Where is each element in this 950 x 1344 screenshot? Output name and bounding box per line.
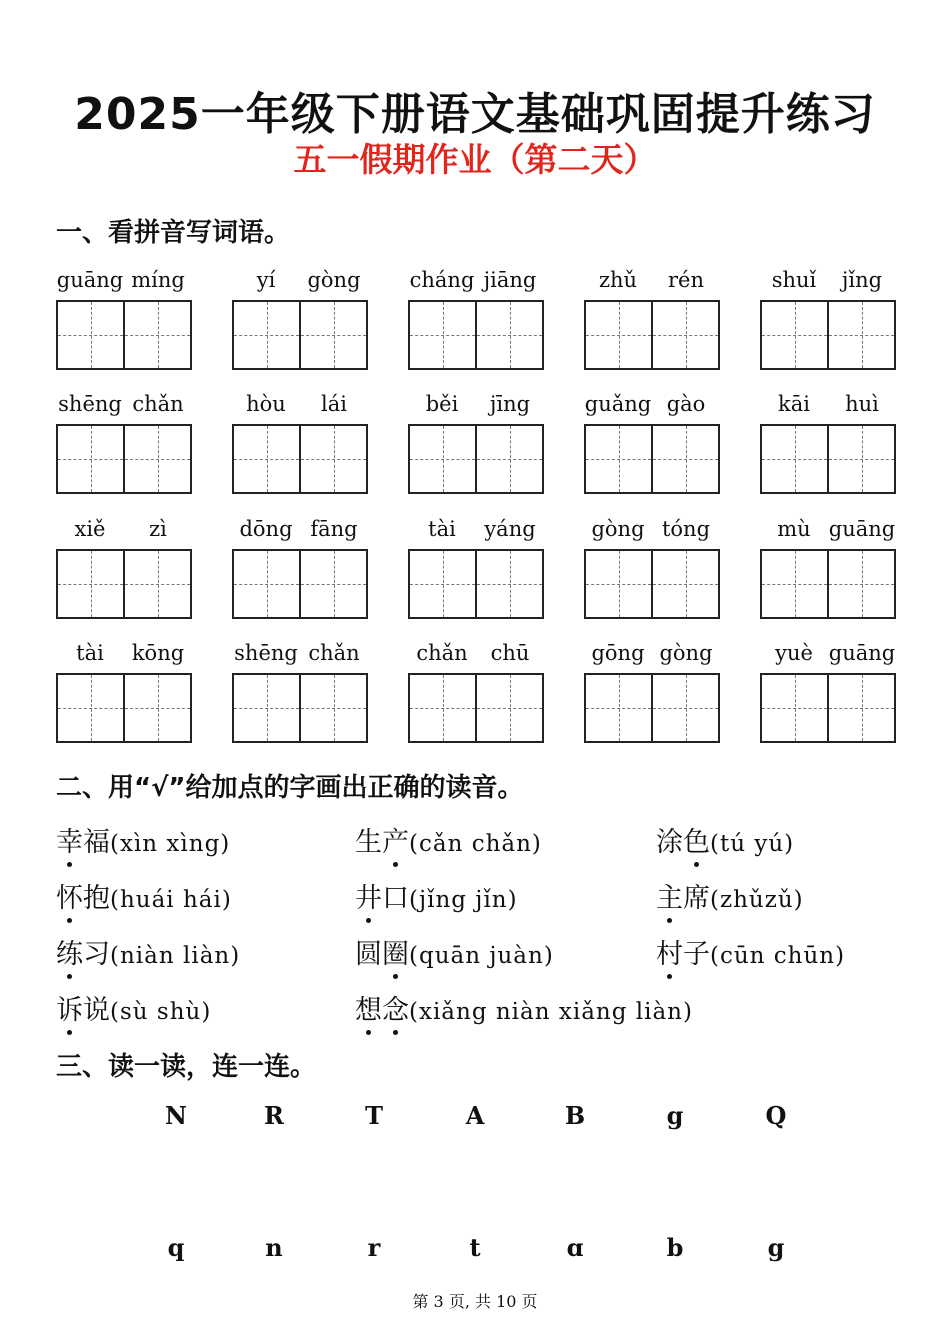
tian-grid-pair: [760, 549, 896, 619]
tian-grid-box[interactable]: [653, 424, 720, 494]
pronunciation-item: [355, 932, 554, 971]
word-char: 抱: [83, 883, 110, 914]
tian-grid-box[interactable]: [760, 549, 829, 619]
pinyin-syllable: kāi: [778, 392, 810, 416]
pinyin-options[interactable]: (sù shù): [110, 999, 212, 1025]
pinyin-syllable: tài: [76, 641, 104, 665]
pinyin-options[interactable]: (niàn liàn): [110, 943, 241, 969]
dotted-char: 念: [382, 988, 409, 1027]
tian-grid-box[interactable]: [653, 549, 720, 619]
pinyin-label: [408, 392, 544, 422]
pronunciation-item: [355, 988, 693, 1027]
word-item: [232, 641, 368, 743]
pinyin-syllable: chū: [490, 641, 530, 665]
tian-grid-pair: [56, 300, 192, 370]
tian-grid-box[interactable]: [301, 300, 368, 370]
pinyin-syllable: míng: [131, 268, 185, 292]
word-item: [760, 641, 896, 743]
word-char: 圆: [355, 939, 382, 970]
tian-grid-box[interactable]: [125, 300, 192, 370]
tian-grid-box[interactable]: [829, 673, 896, 743]
tian-grid-box[interactable]: [301, 549, 368, 619]
uppercase-letter[interactable]: g: [666, 1101, 684, 1130]
tian-grid-box[interactable]: [56, 424, 125, 494]
tian-grid-pair: [408, 673, 544, 743]
tian-grid-box[interactable]: [56, 549, 125, 619]
pinyin-options[interactable]: (cūn chūn): [710, 943, 846, 969]
word-item: [408, 268, 544, 370]
pinyin-syllable: yuè: [775, 641, 813, 665]
pinyin-options[interactable]: (cǎn chǎn): [409, 831, 542, 857]
pinyin-label: [584, 268, 720, 298]
word-item: [584, 517, 720, 619]
pinyin-label: [232, 268, 368, 298]
word-char: 口: [382, 883, 409, 914]
pinyin-syllable: chǎn: [132, 392, 184, 416]
tian-grid-box[interactable]: [477, 424, 544, 494]
tian-grid-box[interactable]: [232, 673, 301, 743]
pinyin-syllable: běi: [425, 392, 459, 416]
tian-grid-pair: [408, 300, 544, 370]
pinyin-syllable: mù: [777, 517, 811, 541]
tian-grid-box[interactable]: [760, 424, 829, 494]
word-char: 福: [83, 827, 110, 858]
pronunciation-item: [355, 820, 542, 859]
dotted-char: 幸: [56, 820, 83, 859]
pinyin-syllable: shēng: [58, 392, 122, 416]
pinyin-syllable: zì: [149, 517, 167, 541]
word-item: [584, 392, 720, 494]
pinyin-syllable: tóng: [661, 517, 711, 541]
pinyin-label: [56, 641, 192, 671]
dotted-char: 村: [656, 932, 683, 971]
dotted-char: 井: [355, 876, 382, 915]
tian-grid-pair: [56, 549, 192, 619]
pinyin-label: [232, 517, 368, 547]
pronunciation-item: [656, 820, 794, 859]
tian-grid-box[interactable]: [829, 424, 896, 494]
tian-grid-box[interactable]: [408, 549, 477, 619]
uppercase-letter[interactable]: A: [465, 1101, 485, 1130]
pinyin-label: [584, 517, 720, 547]
uppercase-letter[interactable]: T: [365, 1101, 383, 1130]
word-item: [56, 268, 192, 370]
pinyin-label: [56, 517, 192, 547]
tian-grid-pair: [760, 424, 896, 494]
pinyin-options[interactable]: (xiǎng niàn xiǎng liàn): [409, 999, 693, 1025]
pinyin-label: [408, 517, 544, 547]
pinyin-syllable: rén: [668, 268, 704, 292]
pinyin-syllable: jǐng: [841, 268, 883, 292]
word-char: 涂: [656, 827, 683, 858]
tian-grid-box[interactable]: [477, 673, 544, 743]
pinyin-syllable: guāng: [56, 268, 124, 292]
tian-grid-box[interactable]: [56, 300, 125, 370]
tian-grid-box[interactable]: [477, 549, 544, 619]
pronunciation-item: [355, 876, 518, 915]
pinyin-syllable: chǎn: [308, 641, 360, 665]
pronunciation-item: [56, 876, 232, 915]
tian-grid-box[interactable]: [829, 549, 896, 619]
lowercase-letter[interactable]: ɑ: [566, 1233, 584, 1262]
dotted-char: 主: [656, 876, 683, 915]
tian-grid-box[interactable]: [232, 300, 301, 370]
word-item: [56, 517, 192, 619]
word-item: [408, 641, 544, 743]
pinyin-label: [760, 268, 896, 298]
pronunciation-item: [656, 876, 804, 915]
word-item: [232, 392, 368, 494]
word-item: [760, 392, 896, 494]
word-item: [408, 517, 544, 619]
tian-grid-box[interactable]: [301, 673, 368, 743]
pinyin-label: [584, 392, 720, 422]
tian-grid-box[interactable]: [477, 300, 544, 370]
pinyin-syllable: huì: [845, 392, 879, 416]
word-char: 习: [83, 939, 110, 970]
uppercase-letter[interactable]: N: [165, 1101, 187, 1130]
pinyin-label: [584, 641, 720, 671]
pinyin-syllable: zhǔ: [598, 268, 638, 292]
pinyin-syllable: guāng: [828, 641, 896, 665]
pinyin-label: [56, 392, 192, 422]
pinyin-options[interactable]: (zhǔzǔ): [710, 887, 804, 913]
tian-grid-pair: [408, 549, 544, 619]
tian-grid-pair: [232, 549, 368, 619]
pinyin-label: [760, 641, 896, 671]
pinyin-syllable: yí: [256, 268, 276, 292]
tian-grid-pair: [584, 424, 720, 494]
word-item: [232, 517, 368, 619]
uppercase-letter[interactable]: Q: [765, 1101, 787, 1130]
pronunciation-item: [56, 988, 211, 1027]
pronunciation-item: [656, 932, 845, 971]
word-item: [584, 641, 720, 743]
word-char: 生: [355, 827, 382, 858]
pinyin-syllable: gòng: [591, 517, 645, 541]
uppercase-letter[interactable]: B: [564, 1101, 586, 1130]
tian-grid-box[interactable]: [584, 424, 653, 494]
pinyin-label: [232, 641, 368, 671]
word-item: [760, 517, 896, 619]
tian-grid-box[interactable]: [584, 549, 653, 619]
tian-grid-box[interactable]: [125, 549, 192, 619]
tian-grid-pair: [56, 424, 192, 494]
pinyin-syllable: yáng: [484, 517, 536, 541]
pinyin-syllable: chǎn: [416, 641, 468, 665]
tian-grid-pair: [232, 424, 368, 494]
pinyin-options[interactable]: (tú yú): [710, 831, 795, 857]
pinyin-label: [408, 641, 544, 671]
section1-heading: 一、看拼音写词语。: [56, 218, 291, 248]
dotted-char: 诉: [56, 988, 83, 1027]
pinyin-syllable: dōng: [239, 517, 293, 541]
pinyin-syllable: gōng: [591, 641, 645, 665]
tian-grid-box[interactable]: [56, 673, 125, 743]
pinyin-syllable: hòu: [246, 392, 286, 416]
tian-grid-pair: [760, 300, 896, 370]
tian-grid-box[interactable]: [653, 673, 720, 743]
pinyin-label: [760, 517, 896, 547]
word-item: [760, 268, 896, 370]
uppercase-letter[interactable]: R: [264, 1101, 284, 1130]
section3-heading: 三、读一读，连一连。: [56, 1052, 317, 1082]
tian-grid-box[interactable]: [829, 300, 896, 370]
tian-grid-box[interactable]: [408, 300, 477, 370]
tian-grid-box[interactable]: [232, 424, 301, 494]
word-item: [232, 268, 368, 370]
pinyin-syllable: shuǐ: [771, 268, 817, 292]
pinyin-syllable: jiāng: [483, 268, 537, 292]
tian-grid-box[interactable]: [760, 673, 829, 743]
word-char: 子: [683, 939, 710, 970]
dotted-char: 想: [355, 988, 382, 1027]
tian-grid-pair: [760, 673, 896, 743]
pinyin-label: [232, 392, 368, 422]
tian-grid-pair: [408, 424, 544, 494]
pinyin-options[interactable]: (quān juàn): [409, 943, 554, 969]
pinyin-options[interactable]: (huái hái): [110, 887, 232, 913]
lowercase-letter[interactable]: r: [367, 1233, 381, 1262]
pinyin-syllable: lái: [321, 392, 347, 416]
pinyin-syllable: xiě: [74, 517, 106, 541]
tian-grid-box[interactable]: [584, 673, 653, 743]
tian-grid-box[interactable]: [760, 300, 829, 370]
page-title: 2025一年级下册语文基础巩固提升练习: [74, 89, 876, 140]
pronunciation-item: [56, 932, 240, 971]
word-char: 说: [83, 995, 110, 1026]
tian-grid-box[interactable]: [653, 300, 720, 370]
pinyin-label: [56, 268, 192, 298]
tian-grid-box[interactable]: [125, 424, 192, 494]
pinyin-syllable: guāng: [828, 517, 896, 541]
tian-grid-pair: [56, 673, 192, 743]
pinyin-label: [760, 392, 896, 422]
dotted-char: 圈: [382, 932, 409, 971]
dotted-char: 练: [56, 932, 83, 971]
dotted-char: 产: [382, 820, 409, 859]
tian-grid-box[interactable]: [584, 300, 653, 370]
pinyin-syllable: gòng: [659, 641, 713, 665]
tian-grid-pair: [232, 673, 368, 743]
tian-grid-box[interactable]: [408, 424, 477, 494]
pinyin-syllable: fāng: [310, 517, 358, 541]
tian-grid-box[interactable]: [125, 673, 192, 743]
dotted-char: 色: [683, 820, 710, 859]
tian-grid-box[interactable]: [408, 673, 477, 743]
pinyin-label: [408, 268, 544, 298]
tian-grid-pair: [584, 300, 720, 370]
pinyin-syllable: kōng: [131, 641, 185, 665]
tian-grid-pair: [584, 549, 720, 619]
pinyin-syllable: tài: [428, 517, 456, 541]
pinyin-syllable: guǎng: [584, 392, 652, 416]
word-item: [408, 392, 544, 494]
lowercase-letter[interactable]: g: [767, 1233, 785, 1262]
lowercase-letter[interactable]: n: [265, 1233, 283, 1262]
page-subtitle: 五一假期作业（第二天）: [293, 140, 657, 179]
word-item: [56, 392, 192, 494]
pinyin-syllable: gòng: [307, 268, 361, 292]
word-item: [584, 268, 720, 370]
pinyin-syllable: shēng: [234, 641, 298, 665]
pinyin-options[interactable]: (jǐng jǐn): [409, 887, 518, 913]
tian-grid-box[interactable]: [232, 549, 301, 619]
lowercase-letter[interactable]: t: [469, 1233, 481, 1262]
lowercase-letter[interactable]: b: [666, 1233, 684, 1262]
lowercase-letter[interactable]: q: [167, 1233, 185, 1262]
word-char: 席: [683, 883, 710, 914]
page-footer: 第 3 页, 共 10 页: [412, 1292, 538, 1311]
pinyin-syllable: cháng: [409, 268, 475, 292]
pinyin-syllable: gào: [666, 392, 706, 416]
section2-heading: 二、用“√”给加点的字画出正确的读音。: [56, 773, 524, 803]
pinyin-options[interactable]: (xìn xìng): [110, 831, 231, 857]
word-item: [56, 641, 192, 743]
tian-grid-box[interactable]: [301, 424, 368, 494]
tian-grid-pair: [584, 673, 720, 743]
pinyin-syllable: jīng: [489, 392, 531, 416]
dotted-char: 怀: [56, 876, 83, 915]
pronunciation-item: [56, 820, 230, 859]
tian-grid-pair: [232, 300, 368, 370]
